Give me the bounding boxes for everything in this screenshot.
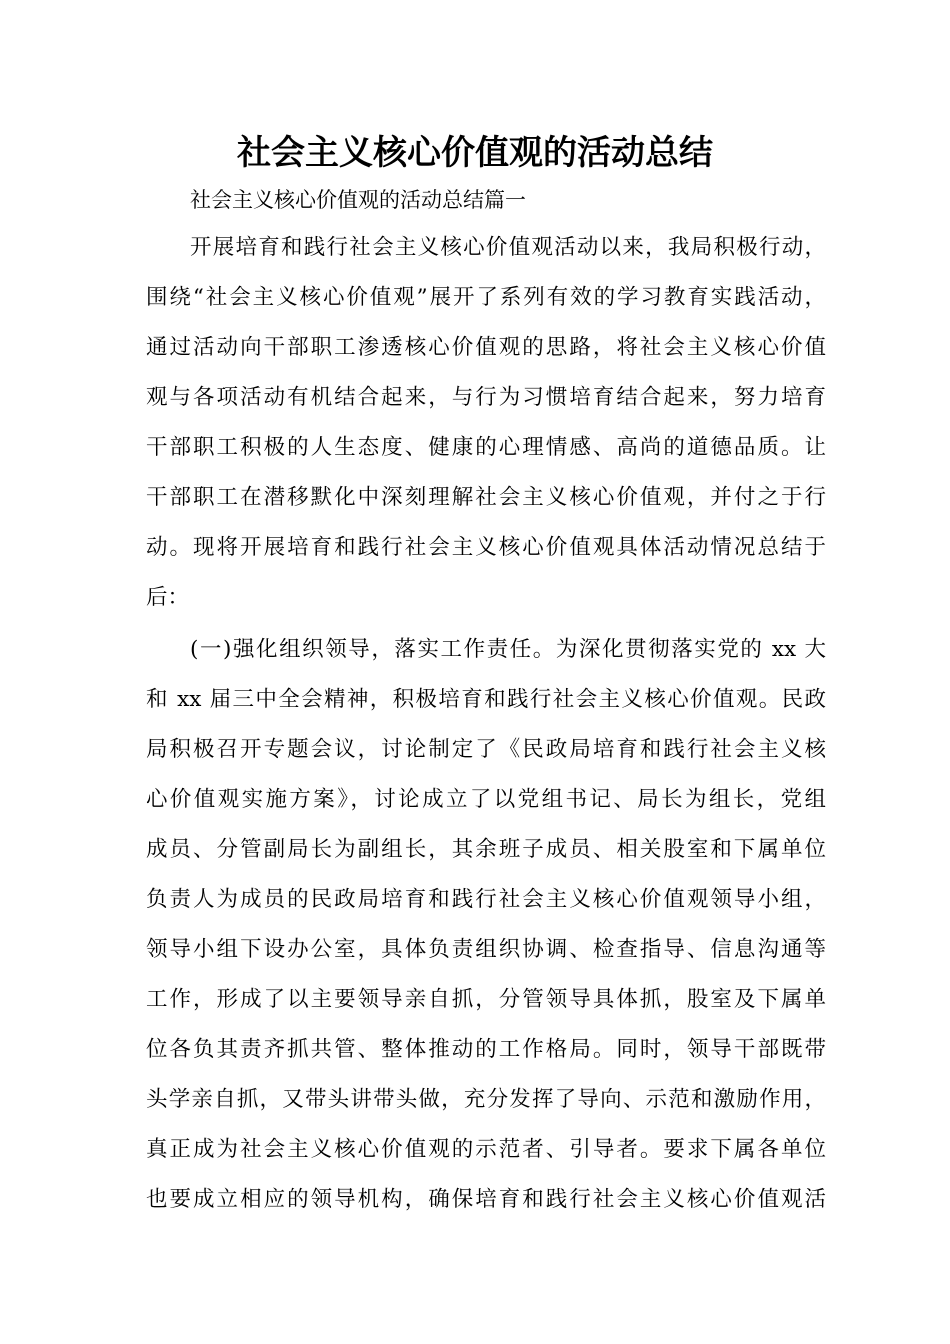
paragraph-line: (一)强化组织领导，落实工作责任。为深化贯彻落实党的 xx 大 [190, 637, 826, 662]
paragraph-line: 和 xx 届三中全会精神，积极培育和践行社会主义核心价值观。民政 [146, 687, 826, 712]
paragraph-line: 头学亲自抓，又带头讲带头做，充分发挥了导向、示范和激励作用， [146, 1087, 826, 1112]
paragraph-line: 也要成立相应的领导机构，确保培育和践行社会主义核心价值观活 [146, 1187, 826, 1212]
paragraph-line: 干部职工在潜移默化中深刻理解社会主义核心价值观，并付之于行 [146, 485, 826, 510]
section-subtitle: 社会主义核心价值观的活动总结篇一 [190, 188, 526, 212]
paragraph-line: 成员、分管副局长为副组长，其余班子成员、相关股室和下属单位 [146, 837, 826, 862]
paragraph-line: 局积极召开专题会议，讨论制定了《民政局培育和践行社会主义核 [146, 737, 826, 762]
paragraph-line: 开展培育和践行社会主义核心价值观活动以来，我局积极行动， [190, 235, 826, 260]
paragraph-line: 后： [146, 585, 190, 610]
paragraph-line: 领导小组下设办公室，具体负责组织协调、检查指导、信息沟通等 [146, 937, 826, 962]
paragraph-line: 通过活动向干部职工渗透核心价值观的思路，将社会主义核心价值 [146, 335, 826, 360]
document-title: 社会主义核心价值观的活动总结 [237, 133, 713, 173]
paragraph-line: 负责人为成员的民政局培育和践行社会主义核心价值观领导小组， [146, 887, 826, 912]
paragraph-line: 真正成为社会主义核心价值观的示范者、引导者。要求下属各单位 [146, 1137, 826, 1162]
paragraph-line: 心价值观实施方案》，讨论成立了以党组书记、局长为组长，党组 [146, 787, 826, 812]
paragraph-line: 围绕“社会主义核心价值观”展开了系列有效的学习教育实践活动， [146, 285, 826, 310]
paragraph-intro [146, 223, 826, 623]
paragraph-line: 位各负其责齐抓共管、整体推动的工作格局。同时，领导干部既带 [146, 1037, 826, 1062]
paragraph-line: 干部职工积极的人生态度、健康的心理情感、高尚的道德品质。让 [146, 435, 826, 460]
paragraph-line: 工作，形成了以主要领导亲自抓，分管领导具体抓，股室及下属单 [146, 987, 826, 1012]
paragraph-organization [146, 625, 826, 1225]
paragraph-line: 动。现将开展培育和践行社会主义核心价值观具体活动情况总结于 [146, 535, 826, 560]
paragraph-line: 观与各项活动有机结合起来，与行为习惯培育结合起来，努力培育 [146, 385, 826, 410]
